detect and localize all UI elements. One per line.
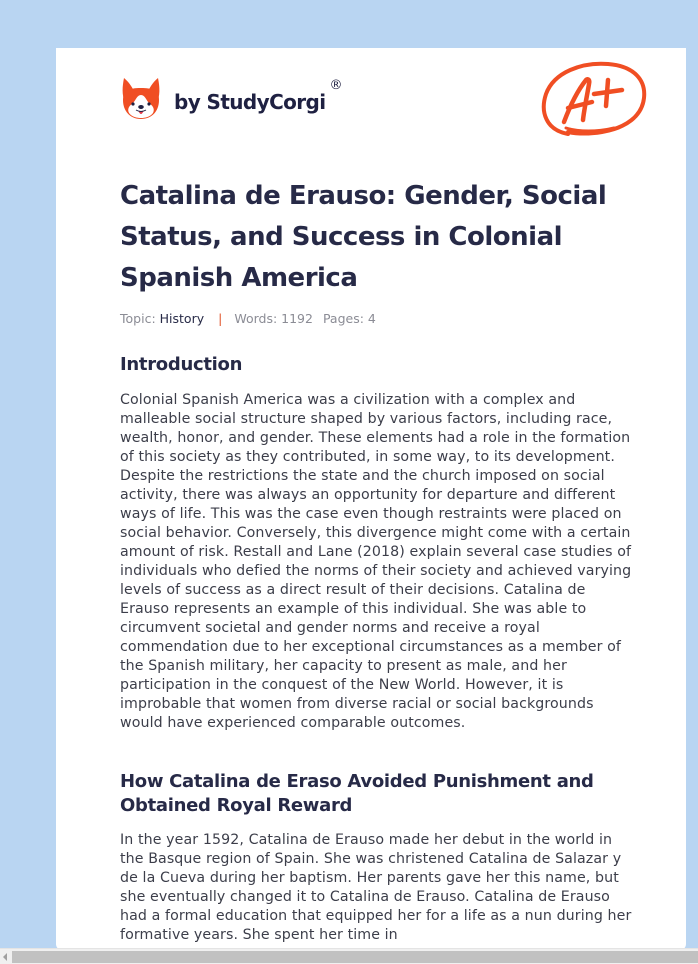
topic-link[interactable]: History	[159, 311, 205, 326]
registered-mark: ®	[329, 77, 343, 93]
meta-separator: |	[218, 311, 223, 326]
horizontal-scrollbar[interactable]	[0, 948, 698, 964]
section-heading-introduction: Introduction	[120, 354, 243, 375]
brand-name[interactable]: by StudyCorgi	[174, 90, 326, 114]
article-meta	[120, 311, 376, 326]
scroll-left-arrow-icon[interactable]	[3, 953, 7, 961]
scrollbar-thumb[interactable]	[12, 951, 698, 963]
page-count: Pages: 4	[322, 311, 376, 326]
a-plus-grade-icon	[538, 58, 648, 140]
document-card	[56, 48, 686, 950]
word-count: Words: 1192	[234, 311, 313, 326]
article-title: Catalina de Erauso: Gender, Social Status, and Success in Colonial Spanish America	[120, 181, 607, 293]
topic-label: Topic:	[120, 311, 156, 326]
section-paragraph-punishment-reward: In the year 1592, Catalina de Erauso made her debut in the world in the Basque region of Spain. She was christened Catalina de Salazar y de la Cueva during her baptism. Her parents gave her this name, but she eventually changed it to Catalina de Erauso. Catalina de Erauso had a formal education that equipped her for a life as a nun during her formative years. She spent her time in	[120, 832, 632, 943]
section-paragraph-introduction: Colonial Spanish America was a civilization with a complex and malleable social structure shaped by various factors, including race, wealth, honor, and gender. These elements had a role in the formation of this society as they contributed, in some way, to its development. Despite the restrictions the state and the church imposed on social activity, there was always an opportunity for departure and different ways of life. This was the case even though restraints were placed on social behavior. Conversely, this divergence might come with a certain amount of risk. Restall and Lane (2018) explain several case studies of individuals who defied the norms of their society and achieved varying levels of success as a direct result of their decisions. Catalina de Erauso represents an example of this individual. She was able to circumvent societal and gender norms and receive a royal commendation due to her exceptional circumstances as a member of the Spanish military, her capacity to present as male, and her participation in the conquest of the New World. However, it is improbable that women from diverse racial or social backgrounds would have experienced comparable outcomes.	[120, 392, 632, 731]
section-heading-punishment-reward: How Catalina de Eraso Avoided Punishment and Obtained Royal Reward	[120, 771, 594, 816]
corgi-logo-icon[interactable]	[120, 76, 162, 120]
site-header	[120, 76, 343, 120]
